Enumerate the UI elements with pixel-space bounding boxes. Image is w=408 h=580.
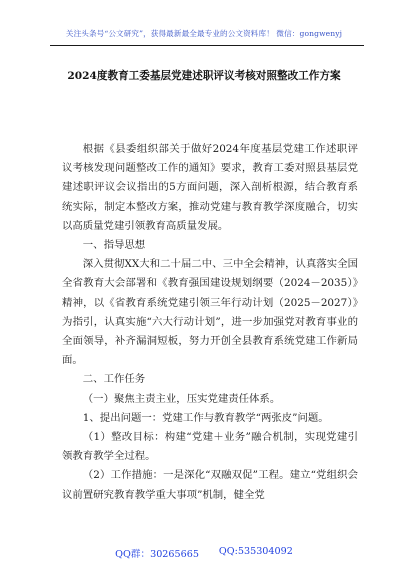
document-body xyxy=(62,140,358,505)
rectification-goal: （1）整改目标：构建“党建＋业务”融合机制，实现党建引领教育教学全过程。 xyxy=(62,431,358,463)
qq-contact-label: QQ:535304092 xyxy=(218,546,293,557)
work-measures: （2）工作措施：一是深化“双融双促”工程。建立“党组织会议前置研究教育教学重大事项”机制，健全党 xyxy=(62,469,358,501)
problem-item-1: 1、提出问题一：党建工作与教育教学“两张皮”问题。 xyxy=(82,411,329,424)
footer-contact xyxy=(0,546,408,560)
header-divider xyxy=(50,45,364,46)
intro-paragraph: 根据《县委组织部关于做好2024年度基层党建工作述职评议考核发现问题整改工作的通知》要求，教育工委对照县基层党建述职评议会议指出的5方面问题，深入剖析根源，结合教育系统实际，制定本整改方案，推动党建与教育教学深度融合，切实以高质量党建引领教育高质量发展。 xyxy=(62,143,358,232)
guiding-ideology-paragraph: 深入贯彻XX大和二十届二中、三中全会精神，认真落实全国全省教育大会部署和《教育强国建设规划纲要（2024－2035）》精神，以《省教育系统党建引领三年行动计划（2025－2027）》为指引，认真实施“六大行动计划”，进一步加强党对教育事业的全面领导，补齐漏洞短板，努力开创全县教育系统党建工作新局面。 xyxy=(62,258,358,367)
document-title: 2024度教育工委基层党建述职评议考核对照整改工作方案 xyxy=(67,70,341,82)
qq-group-label: QQ群：30265665 xyxy=(115,549,199,560)
section-heading-work-tasks: 二、工作任务 xyxy=(82,373,146,386)
section-heading-guiding-ideology: 一、指导思想 xyxy=(82,239,146,252)
subsection-heading-1: （一）聚焦主责主业，压实党建责任体系。 xyxy=(82,392,281,405)
promo-banner: 关注头条号“公文研究”，获得最新最全最专业的公文资料库！ 微信：gongwenyj xyxy=(65,29,343,38)
